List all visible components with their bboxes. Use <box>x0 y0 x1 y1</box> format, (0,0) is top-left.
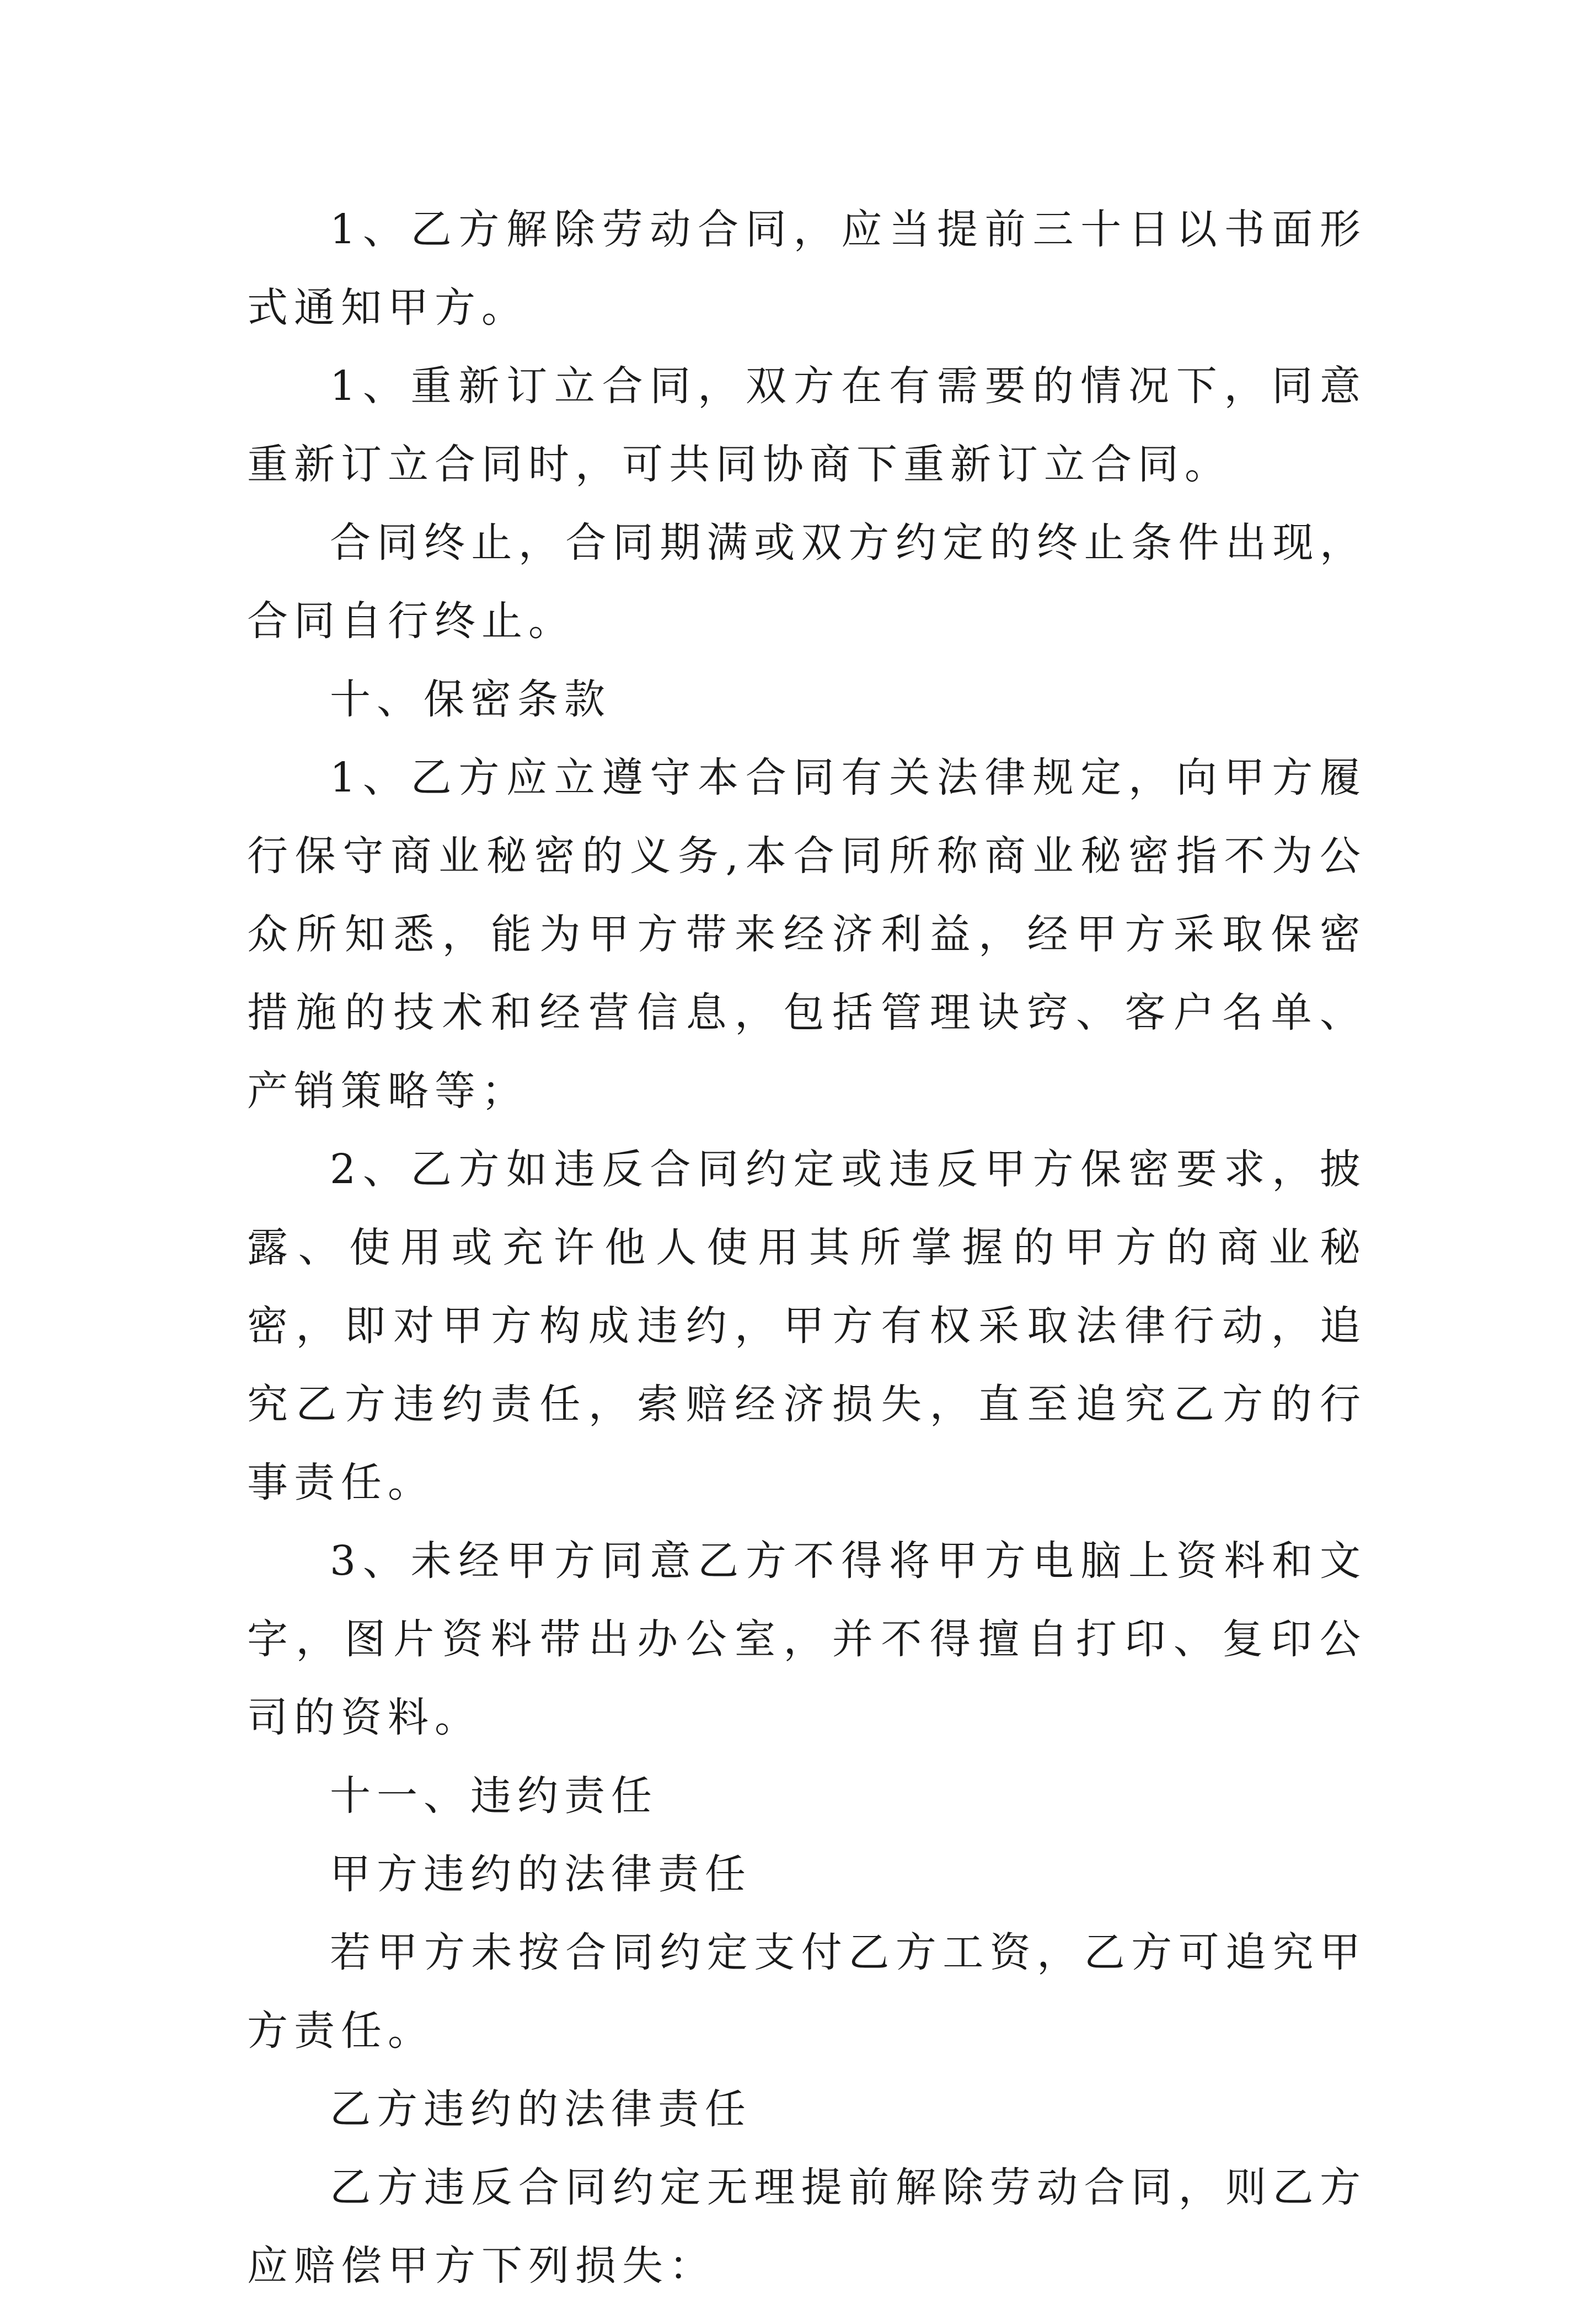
paragraph-contract-termination: 合同终止，合同期满或双方约定的终止条件出现，合同自行终止。 <box>247 519 1367 645</box>
paragraph-confidentiality-1: 1、乙方应立遵守本合同有关法律规定，向甲方履行保守商业秘密的义务,本合同所称商业秘密指不为公众所知悉，能为甲方带来经济利益，经甲方采取保密措施的技术和经营信息，包括管理诀窍、客户名单、产销策略等； <box>247 754 1367 1115</box>
paragraph-renew-contract: 1、重新订立合同，双方在有需要的情况下，同意重新订立合同时，可共同协商下重新订立合同。 <box>247 362 1367 488</box>
paragraph-confidentiality-2: 2、乙方如违反合同约定或违反甲方保密要求，披露、使用或充许他人使用其所掌握的甲方的商业秘密，即对甲方构成违约，甲方有权采取法律行动，追究乙方违约责任，索赔经济损失，直至追究乙方的行事责任。 <box>247 1146 1367 1506</box>
subheading-party-a-liability: 甲方违约的法律责任 <box>330 1851 752 1898</box>
paragraph-confidentiality-3: 3、未经甲方同意乙方不得将甲方电脑上资料和文字，图片资料带出办公室，并不得擅自打印、复印公司的资料。 <box>247 1537 1367 1741</box>
paragraph-party-b-liability: 乙方违反合同约定无理提前解除劳动合同，则乙方应赔偿甲方下列损失： <box>247 2164 1367 2290</box>
section-heading-liability: 十一、违约责任 <box>330 1772 658 1820</box>
document-body <box>247 190 1367 2305</box>
paragraph-notice: 1、乙方解除劳动合同，应当提前三十日以书面形式通知甲方。 <box>247 206 1367 331</box>
paragraph-party-a-liability: 若甲方未按合同约定支付乙方工资，乙方可追究甲方责任。 <box>247 1929 1367 2055</box>
subheading-party-b-liability: 乙方违约的法律责任 <box>330 2085 752 2133</box>
section-heading-confidentiality: 十、保密条款 <box>330 676 611 723</box>
